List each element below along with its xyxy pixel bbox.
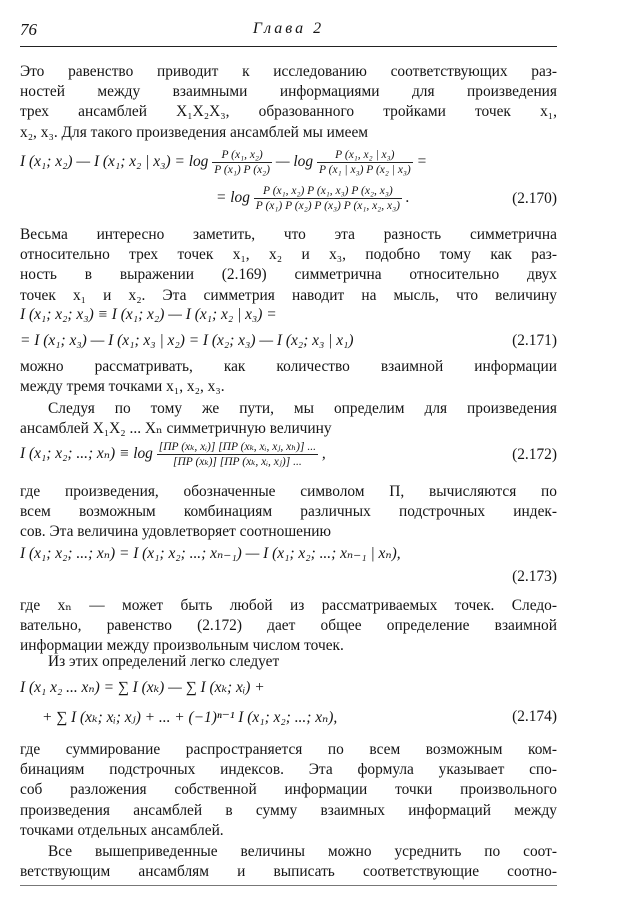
numerator: P (x₁, x₂) P (x₁, x₃) P (x₂, x₃) (254, 184, 402, 199)
eq-text: + ∑ I (xₖ; xᵢ; xⱼ) + ... + (−1)ⁿ⁻¹ I (x₁; x₂; ...; xₙ), (42, 709, 338, 726)
denominator: P (x₁ | x₃) P (x₂ | x₃) (318, 164, 411, 176)
equation-number: (2.173) (512, 568, 557, 585)
equation-2-172 (20, 436, 557, 476)
numerator: P (x₁, x₂ | x₃) (317, 148, 413, 163)
text-line: Все вышеприведенные величины можно усреднить по соот- (48, 843, 557, 860)
eq-text: I (x₁; x₂; x₃) ≡ I (x₁; x₂) — I (x₁; x₂ | x₃) = (20, 306, 277, 323)
text-line: Это равенство приводит к исследованию соответствующих раз- (20, 63, 557, 80)
paragraph-1 (20, 62, 557, 143)
page-number: 76 (20, 20, 37, 39)
text-line: соб разложения собственной информации точки произвольного (20, 781, 557, 799)
equation-2-174-line2 (20, 708, 557, 730)
equation-2-170-line1 (20, 142, 557, 178)
paragraph-5 (20, 482, 557, 543)
text-line: информации между произвольным числом точек. (20, 637, 344, 655)
eq-text: . (405, 189, 410, 207)
fraction (212, 148, 272, 177)
eq-text: I (x₁; x₂) — I (x₁; x₂ | x₃) = log (20, 153, 209, 171)
header-rule (20, 46, 557, 47)
text-line: трех ансамблей X₁X₂X₃, образованного тройками точек x₁, (20, 103, 557, 121)
text-line: x₂, x₃. Для такого произведения ансамблей мы имеем (20, 123, 369, 141)
text-line: можно рассматривать, как количество взаимной информации (20, 358, 557, 375)
numerator: [ΠP (xₖ, xᵢ)] [ΠP (xₖ, xᵢ, xⱼ, xₕ)] ... (158, 441, 316, 453)
text-line: где произведения, обозначенные символом Π, вычисляются по (20, 483, 557, 500)
equation-2-171-line2 (20, 332, 557, 354)
text-line: точек x₁ и x₂. Эта симметрия наводит на мысль, что величину (20, 286, 557, 304)
equation-2-170-line2 (20, 180, 557, 220)
text-line: ветствующим ансамблям и выписать соответствующие соотно- (20, 863, 557, 881)
text-line: Из этих определений легко следует (48, 653, 280, 670)
fraction (317, 148, 413, 177)
equation-2-173 (20, 544, 557, 588)
text-line: всем возможным комбинациям различных подстрочных индек- (20, 503, 557, 521)
text-line: относительно трех точек x₁, x₂ и x₃, подобно тому как раз- (20, 246, 557, 264)
text-line: ность в выражении (2.169) симметрична относительно двух (20, 266, 557, 284)
text-line: Следуя по тому же пути, мы определим для произведения (48, 400, 557, 417)
text-line: вательно, равенство (2.172) дает общее определение взаимной (20, 617, 557, 635)
eq-text: = log (216, 189, 250, 207)
denominator: [ΠP (xₖ)] [ΠP (xₖ, xᵢ, xⱼ)] ... (172, 456, 302, 468)
paragraph-2 (20, 225, 557, 306)
equation-number: (2.170) (512, 190, 557, 207)
equation-number: (2.172) (512, 446, 557, 463)
eq-text: I (x₁; x₂; ...; xₙ) ≡ log (20, 445, 153, 463)
text-line: произведения ансамблей в сумму взаимных информаций между (20, 801, 557, 819)
chapter-title: Глава 2 (252, 20, 325, 37)
eq-text: = I (x₁; x₃) — I (x₁; x₃ | x₂) = I (x₂; x₃) — I (x₂; x₃ | x₁) (20, 332, 354, 349)
denominator: P (x₁) P (x₂) (214, 164, 271, 176)
bottom-rule (20, 885, 557, 886)
text-line: сов. Эта величина удовлетворяет соотношению (20, 523, 331, 541)
text-line: где xₙ — может быть любой из рассматриваемых точек. Следо- (20, 597, 557, 614)
equation-2-174-line1 (20, 678, 557, 700)
paragraph-4 (20, 399, 557, 439)
eq-text: = (416, 153, 427, 171)
paragraph-9 (20, 842, 557, 882)
eq-text: , (321, 445, 326, 463)
equation-2-171-line1 (20, 306, 557, 328)
text-line: ансамблей X₁X₂ ... Xₙ симметричную величину (20, 420, 332, 438)
fraction (254, 184, 402, 213)
denominator: P (x₁) P (x₂) P (x₃) P (x₁, x₂, x₃) (255, 200, 400, 212)
equation-number: (2.171) (512, 332, 557, 349)
paragraph-7 (20, 652, 557, 672)
text-line: между тремя точками x₁, x₂, x₃. (20, 378, 225, 396)
eq-text: — log (275, 153, 314, 171)
eq-text: I (x₁ x₂ ... xₙ) = ∑ I (xₖ) — ∑ I (xₖ; xᵢ) + (20, 679, 265, 696)
paragraph-6 (20, 596, 557, 657)
text-line: где суммирование распространяется по всем возможным ком- (20, 741, 557, 758)
running-header (20, 18, 557, 46)
eq-text: I (x₁; x₂; ...; xₙ) = I (x₁; x₂; ...; xₙ₋₁) — I (x₁; x₂; ...; xₙ₋₁ | xₙ), (20, 545, 401, 562)
text-line: точками отдельных ансамблей. (20, 821, 224, 839)
numerator: P (x₁, x₂) (212, 148, 272, 163)
paragraph-8 (20, 740, 557, 841)
paragraph-3 (20, 357, 557, 397)
equation-number: (2.174) (512, 708, 557, 725)
text-line: бинациям подстрочных индексов. Эта формула указывает спо- (20, 761, 557, 779)
fraction (157, 440, 318, 469)
text-line: Весьма интересно заметить, что эта разность симметрична (20, 226, 557, 243)
text-line: ностей между взаимными информациями для произведения (20, 83, 557, 101)
